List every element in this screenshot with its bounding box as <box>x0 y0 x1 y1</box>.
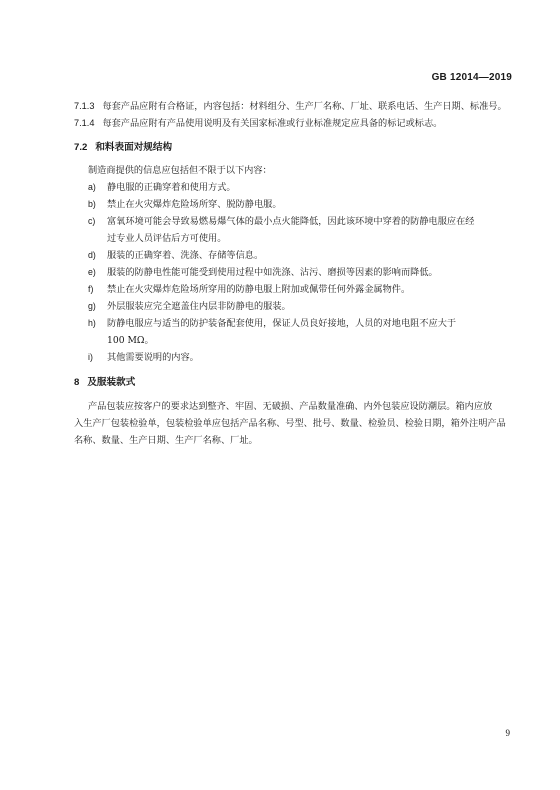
list-marker: d) <box>88 250 96 260</box>
list-item <box>88 315 456 329</box>
list-item <box>88 349 199 363</box>
list-item <box>88 247 263 261</box>
list-marker: g) <box>88 301 96 311</box>
list-text: 其他需要说明的内容。 <box>107 352 199 363</box>
section-title: 及服装款式 <box>87 377 136 388</box>
clause-7-1-4 <box>74 115 442 129</box>
clause-7-1-3 <box>74 98 507 112</box>
list-marker: f) <box>88 284 94 294</box>
section-title: 和料表面对规结构 <box>95 142 173 153</box>
paragraph-line: 产品包装应按客户的要求达到整齐、牢固、无破损、产品数量准确、内外包装应设防潮层。箱内应放 <box>88 401 493 412</box>
list-item <box>88 179 236 193</box>
list-marker: e) <box>88 267 96 277</box>
section-number: 7.2 <box>74 142 88 153</box>
list-text: 服装的防静电性能可能受到使用过程中如洗涤、沾污、磨损等因素的影响而降低。 <box>107 267 438 278</box>
list-item <box>88 298 291 312</box>
clause-number: 7.1.3 <box>74 101 95 111</box>
list-marker: h) <box>88 318 96 328</box>
list-marker: c) <box>88 216 96 226</box>
clause-text: 每套产品应附有产品使用说明及有关国家标准或行业标准规定应具备的标记或标志。 <box>102 118 443 129</box>
paragraph-line: 名称、数量、生产日期、生产厂名称、厂址。 <box>74 435 258 446</box>
page-number: 9 <box>505 728 510 738</box>
section-heading-7-2 <box>74 139 172 153</box>
list-text: 静电服的正确穿着和使用方式。 <box>107 182 236 193</box>
list-text: 外层服装应完全遮盖住内层非防静电的服装。 <box>107 301 291 312</box>
clause-text: 每套产品应附有合格证，内容包括：材料组分、生产厂名称、厂址、联系电话、生产日期、标准号。 <box>102 101 507 112</box>
list-text: 服装的正确穿着、洗涤、存储等信息。 <box>107 250 264 261</box>
list-item <box>88 196 282 210</box>
list-text: 富氧环境可能会导致易燃易爆气体的最小点火能降低，因此该环境中穿着的防静电服应在经 <box>107 216 475 227</box>
section-intro: 制造商提供的信息应包括但不限于以下内容： <box>88 165 272 176</box>
list-text: 禁止在火灾爆炸危险场所穿用的防静电服上附加或佩带任何外露金属物件。 <box>107 284 411 295</box>
list-text: 防静电服应与适当的防护装备配套使用，保证人员良好接地，人员的对地电阻不应大于 <box>107 318 457 329</box>
list-item <box>88 264 438 278</box>
list-item <box>88 281 410 295</box>
list-text-continuation: 100 MΩ。 <box>107 335 154 346</box>
section-number: 8 <box>74 377 80 388</box>
list-text: 禁止在火灾爆炸危险场所穿、脱防静电服。 <box>107 199 282 210</box>
clause-number: 7.1.4 <box>74 118 95 128</box>
list-item <box>88 213 475 227</box>
list-marker: i) <box>88 352 93 362</box>
list-text-continuation: 过专业人员评估后方可使用。 <box>107 233 227 244</box>
paragraph-line: 入生产厂包装检验单，包装检验单应包括产品名称、号型、批号、数量、检验员、检验日期，箱外注明产品 <box>74 418 506 429</box>
document-code: GB 12014—2019 <box>431 72 512 83</box>
list-marker: a) <box>88 182 96 192</box>
list-marker: b) <box>88 199 96 209</box>
section-heading-8 <box>74 374 135 388</box>
